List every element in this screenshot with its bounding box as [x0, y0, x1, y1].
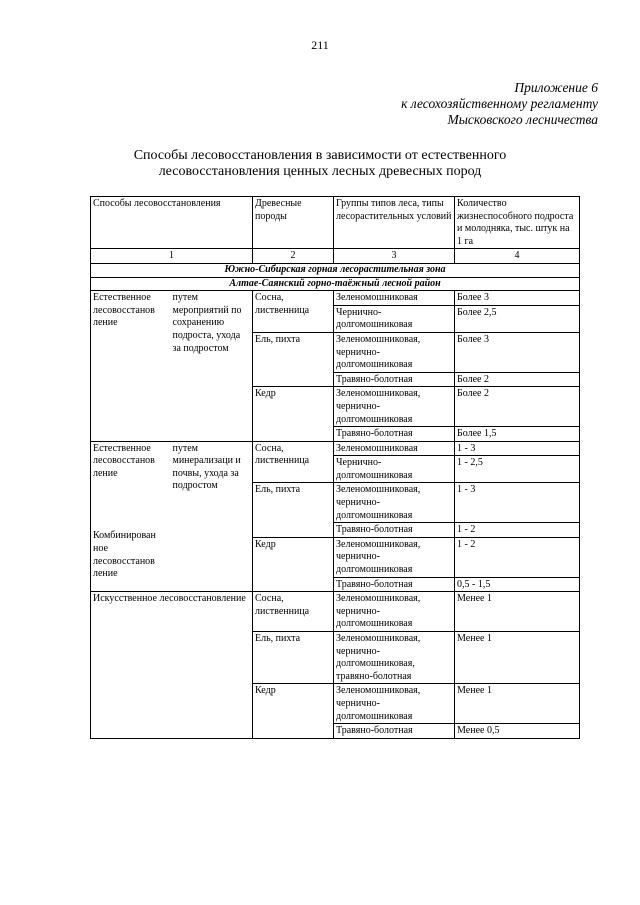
forest-type-cell: Чернично-долгомошниковая — [334, 456, 455, 483]
method-cell: Естественное лесовосстанов ление — [91, 291, 171, 442]
species-cell: Сосна, лиственница — [253, 291, 334, 333]
means-cell: путем мероприятий по сохранению подроста, ухода за подростом — [171, 291, 253, 442]
quantity-cell: Более 3 — [455, 291, 580, 306]
species-cell: Кедр — [253, 537, 334, 591]
document-title — [60, 148, 580, 180]
forest-type-cell: Зеленомошниковая — [334, 291, 455, 306]
quantity-cell: Более 1,5 — [455, 427, 580, 442]
table-row — [91, 592, 580, 632]
species-cell: Сосна, лиственница — [253, 441, 334, 483]
column-number: 2 — [253, 249, 334, 264]
quantity-cell: 1 - 3 — [455, 441, 580, 456]
quantity-cell: Менее 1 — [455, 592, 580, 632]
forest-type-cell: Зеленомошниковая, чернично-долгомошниковая — [334, 387, 455, 427]
method-combined: Комбинирован ное лесовосстанов ление — [93, 530, 156, 580]
forest-type-cell: Зеленомошниковая — [334, 441, 455, 456]
appendix-line-1: Приложение 6 — [514, 80, 598, 95]
species-cell: Ель, пихта — [253, 332, 334, 386]
quantity-cell: Менее 1 — [455, 632, 580, 684]
forest-type-cell: Зеленомошниковая, чернично-долгомошниковая — [334, 592, 455, 632]
header-methods: Способы лесовосстановления — [91, 197, 253, 249]
title-line-1: Способы лесовосстановления в зависимости от естественного — [133, 148, 507, 163]
quantity-cell: Более 3 — [455, 332, 580, 372]
zone-row — [91, 263, 580, 277]
quantity-cell: Менее 0,5 — [455, 724, 580, 739]
quantity-cell: 1 - 2 — [455, 523, 580, 538]
header-quantity: Количество жизнеспособного подроста и молодняка, тыс. штук на 1 га — [455, 197, 580, 249]
column-number: 3 — [334, 249, 455, 264]
species-cell: Сосна, лиственница — [253, 592, 334, 632]
reforestation-table — [90, 196, 580, 739]
species-cell: Кедр — [253, 684, 334, 738]
appendix-line-3: Мысковского лесничества — [447, 112, 598, 127]
quantity-cell: Менее 1 — [455, 684, 580, 724]
quantity-cell: Более 2 — [455, 387, 580, 427]
page-number: 211 — [311, 38, 329, 52]
region-row — [91, 277, 580, 291]
quantity-cell: 1 - 2,5 — [455, 456, 580, 483]
forest-type-cell: Зеленомошниковая, чернично-долгомошниковая — [334, 483, 455, 523]
forest-type-cell: Зеленомошниковая, чернично-долгомошниковая, травяно-болотная — [334, 632, 455, 684]
forest-type-cell: Зеленомошниковая, чернично-долгомошниковая — [334, 537, 455, 577]
forest-region-title: Алтае-Саянский горно-таёжный лесной район — [91, 277, 580, 291]
quantity-cell: Более 2 — [455, 372, 580, 387]
species-cell: Ель, пихта — [253, 632, 334, 684]
forest-type-cell: Зеленомошниковая, чернично-долгомошниковая — [334, 332, 455, 372]
table-row — [91, 441, 580, 456]
forest-type-cell: Травяно-болотная — [334, 577, 455, 592]
forest-type-cell: Травяно-болотная — [334, 523, 455, 538]
species-cell: Ель, пихта — [253, 483, 334, 537]
appendix-reference — [401, 80, 598, 128]
forest-type-cell: Травяно-болотная — [334, 724, 455, 739]
quantity-cell: 1 - 2 — [455, 537, 580, 577]
forest-type-cell: Травяно-болотная — [334, 372, 455, 387]
forest-type-cell: Травяно-болотная — [334, 427, 455, 442]
column-number: 4 — [455, 249, 580, 264]
title-line-2: лесовосстановления ценных лесных древесных пород — [158, 164, 482, 179]
header-species: Древесные породы — [253, 197, 334, 249]
method-cell: Искусственное лесовосстановление — [91, 592, 253, 739]
means-cell: путем минерализаци и почвы, ухода за подростом — [171, 441, 253, 592]
table-row — [91, 291, 580, 306]
table-header-row — [91, 197, 580, 249]
species-cell: Кедр — [253, 387, 334, 441]
appendix-line-2: к лесохозяйственному регламенту — [401, 96, 598, 111]
method-cell — [91, 441, 171, 592]
header-forest-groups: Группы типов леса, типы лесорастительных условий — [334, 197, 455, 249]
forest-zone-title: Южно-Сибирская горная лесорастительная зона — [91, 263, 580, 277]
column-number: 1 — [91, 249, 253, 264]
method-natural: Естественное лесовосстанов ление — [93, 442, 155, 479]
forest-type-cell: Зеленомошниковая, чернично-долгомошниковая — [334, 684, 455, 724]
quantity-cell: 1 - 3 — [455, 483, 580, 523]
column-number-row — [91, 249, 580, 264]
quantity-cell: 0,5 - 1,5 — [455, 577, 580, 592]
quantity-cell: Более 2,5 — [455, 305, 580, 332]
forest-type-cell: Чернично-долгомошниковая — [334, 305, 455, 332]
